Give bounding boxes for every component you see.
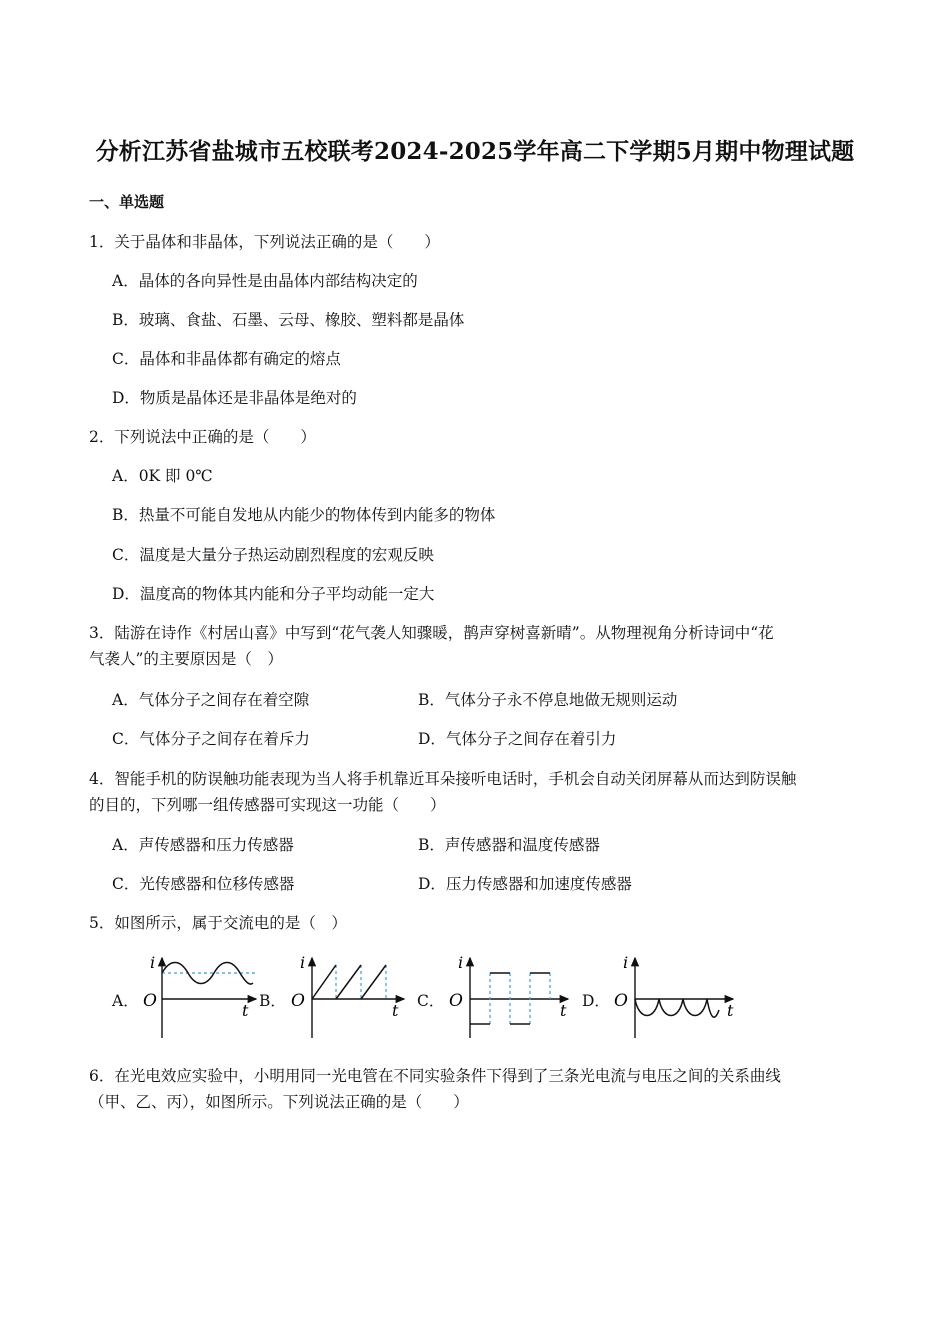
question-1-option-d: D．物质是晶体还是非晶体是绝对的	[112, 389, 357, 407]
question-6-stem-line1: 6．在光电效应实验中，小明用同一光电管在不同实验条件下得到了三条光电流与电压之间的关系曲线	[89, 1067, 781, 1085]
waveform-curve	[635, 999, 719, 1017]
question-6-stem-line2: （甲、乙、丙），如图所示。下列说法正确的是（ ）	[89, 1093, 469, 1111]
question-4-option-b: B．声传感器和温度传感器	[418, 836, 600, 854]
figure-c-label: C．	[417, 992, 445, 1010]
figure-b-label: B．	[259, 992, 286, 1010]
axis-y-label: i	[300, 953, 306, 972]
origin-label: O	[291, 991, 305, 1011]
axis-x-label: t	[560, 1001, 567, 1020]
figure-d-graph	[611, 950, 741, 1045]
question-5-stem: 5．如图所示，属于交流电的是（ ）	[89, 914, 347, 932]
question-4-option-a: A．声传感器和压力传感器	[112, 836, 294, 854]
question-1-stem: 1．关于晶体和非晶体，下列说法正确的是（ ）	[89, 233, 440, 251]
question-3-stem-line2: 气袭人”的主要原因是（ ）	[89, 650, 283, 668]
question-3-option-a: A．气体分子之间存在着空隙	[112, 691, 310, 709]
axis-y-label: i	[458, 953, 464, 972]
question-2-option-c: C．温度是大量分子热运动剧烈程度的宏观反映	[112, 546, 434, 564]
question-3-stem-line1: 3．陆游在诗作《村居山喜》中写到“花气袭人知骤暖，鹊声穿树喜新晴”。从物理视角分析诗词中“花	[89, 624, 774, 642]
axis-x-label: t	[727, 1001, 734, 1020]
question-1-option-b: B．玻璃、食盐、石墨、云母、橡胶、塑料都是晶体	[112, 311, 465, 329]
question-1-option-a: A．晶体的各向异性是由晶体内部结构决定的	[112, 272, 418, 290]
figure-b-graph	[288, 950, 413, 1045]
question-3-option-c: C．气体分子之间存在着斥力	[112, 730, 310, 748]
figure-a-label: A．	[112, 992, 139, 1010]
axis-x-label: t	[242, 1001, 249, 1020]
axis-y-label: i	[150, 953, 156, 972]
question-1-option-c: C．晶体和非晶体都有确定的熔点	[112, 350, 341, 368]
waveform-curve	[312, 965, 386, 999]
axis-y-label: i	[623, 953, 629, 972]
question-2-stem: 2．下列说法中正确的是（ ）	[89, 428, 316, 446]
question-4-stem-line1: 4．智能手机的防误触功能表现为当人将手机靠近耳朵接听电话时，手机会自动关闭屏幕从而达到防误触	[89, 770, 797, 788]
question-4-option-c: C．光传感器和位移传感器	[112, 875, 295, 893]
section-heading: 一、单选题	[89, 193, 165, 211]
origin-label: O	[614, 991, 628, 1011]
question-2-option-a: A．0K 即 0℃	[112, 467, 213, 485]
question-4-stem-line2: 的目的，下列哪一组传感器可实现这一功能（ ）	[89, 796, 446, 814]
origin-label: O	[449, 991, 463, 1011]
question-3-option-d: D．气体分子之间存在着引力	[418, 730, 617, 748]
page-title: 分析江苏省盐城市五校联考2024-2025学年高二下学期5月期中物理试题	[95, 138, 855, 165]
figure-a-graph	[140, 950, 265, 1045]
origin-label: O	[143, 991, 157, 1011]
figure-c-graph	[446, 950, 576, 1045]
question-4-option-d: D．压力传感器和加速度传感器	[418, 875, 632, 893]
question-2-option-b: B．热量不可能自发地从内能少的物体传到内能多的物体	[112, 506, 496, 524]
question-2-option-d: D．温度高的物体其内能和分子平均动能一定大	[112, 585, 435, 603]
figure-d-label: D．	[582, 992, 610, 1010]
question-3-option-b: B．气体分子永不停息地做无规则运动	[418, 691, 678, 709]
axis-x-label: t	[392, 1001, 399, 1020]
